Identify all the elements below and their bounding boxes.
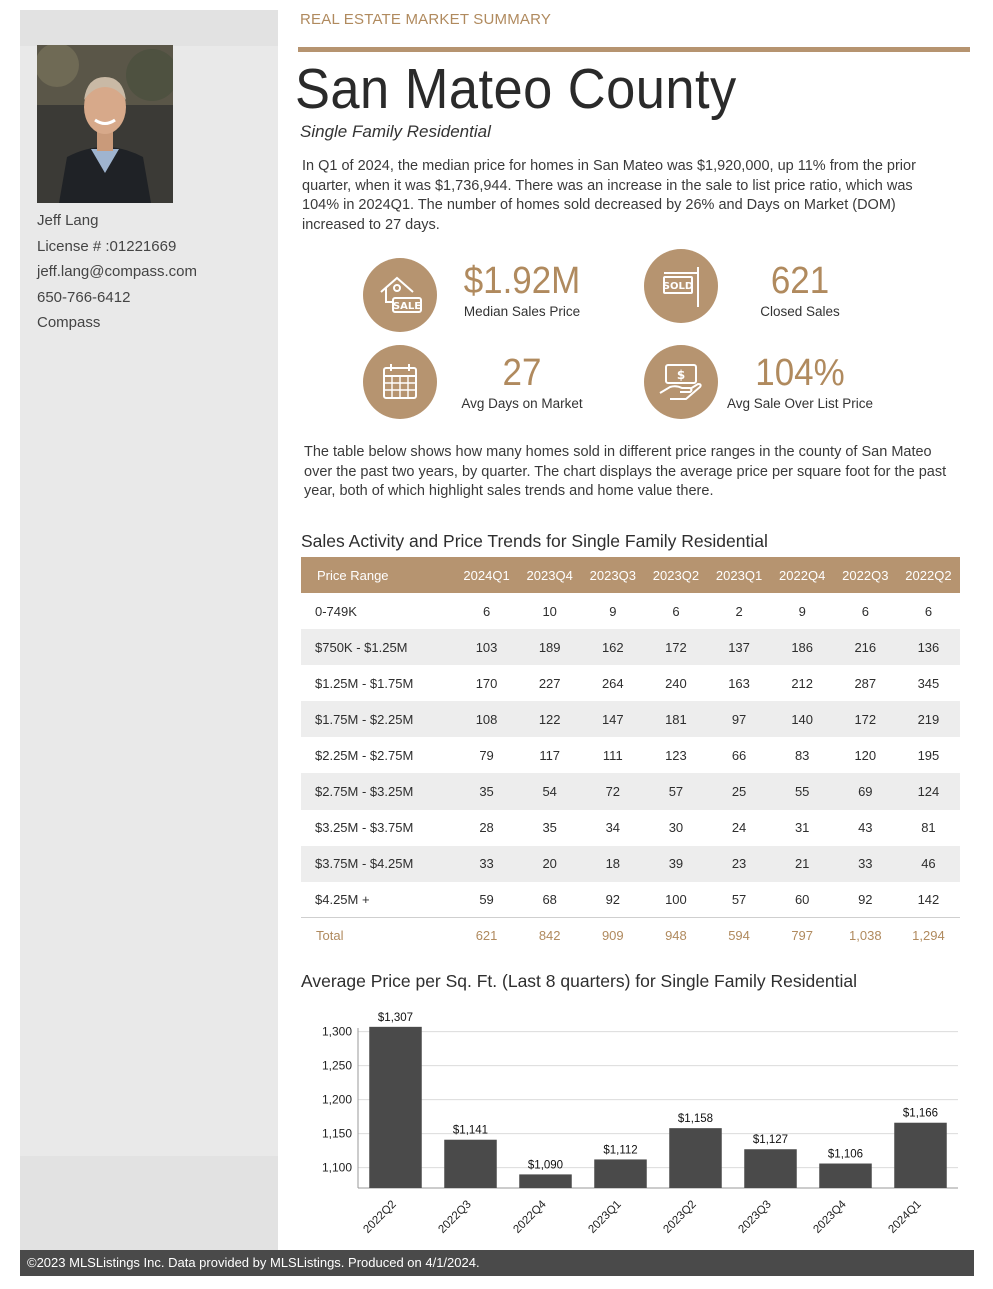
- svg-text:$: $: [676, 368, 686, 382]
- chart-bar: [894, 1123, 947, 1188]
- page-title: San Mateo County: [295, 57, 737, 121]
- stat-sale-over-list-value: 104%: [755, 352, 845, 394]
- sales-count-cell: 81: [921, 820, 936, 836]
- sales-count-cell: 66: [731, 747, 747, 763]
- sales-count-cell: 23: [708, 846, 771, 882]
- sales-count-cell: 33: [455, 846, 518, 882]
- table-row: [301, 701, 960, 737]
- sales-count-cell: 117: [539, 747, 561, 763]
- price-range-cell: $750K - $1.25M: [301, 629, 455, 665]
- sales-count-cell: 6: [924, 603, 933, 619]
- column-header: 2022Q2: [897, 557, 960, 593]
- sales-count-cell: 6: [861, 603, 869, 619]
- total-cell: Total: [301, 918, 455, 952]
- sales-count-cell: 219: [897, 701, 960, 737]
- money-hand-icon: [644, 345, 718, 419]
- sales-count-cell: 55: [771, 773, 834, 809]
- sales-count-cell: 46: [897, 846, 960, 882]
- sales-count-cell: 6: [672, 603, 680, 619]
- sales-count-cell: 54: [518, 773, 581, 809]
- column-header: 2022Q4: [771, 557, 834, 593]
- sales-count-cell: 31: [794, 820, 810, 836]
- table-row: [301, 593, 960, 629]
- table-row: [301, 629, 960, 665]
- chart-bar: [369, 1027, 422, 1188]
- table-intro-paragraph: The table below shows how many homes sold in different price ranges in the county of San Mateo over the past two years, by quarter. The chart displays the average price per square foot for the past year, both of which highlight sales trends and home value there.: [304, 444, 947, 500]
- sales-count-cell: 181: [644, 701, 707, 737]
- sales-count-cell: 163: [728, 675, 750, 691]
- y-tick-label: 1,150: [321, 1126, 352, 1141]
- column-header: 2023Q1: [708, 557, 771, 593]
- sales-count-cell: 345: [917, 675, 940, 691]
- sales-count-cell: 186: [771, 629, 834, 665]
- total-cell: 948: [644, 918, 707, 952]
- total-cell: 594: [708, 918, 771, 952]
- sales-count-cell: 33: [834, 846, 897, 882]
- bar-data-label: $1,127: [752, 1134, 789, 1147]
- price-range-cell: $1.25M - $1.75M: [315, 675, 414, 691]
- sales-count-cell: 57: [731, 892, 747, 908]
- agent-photo: [37, 45, 173, 203]
- stat-closed-sales-label: Closed Sales: [760, 304, 840, 319]
- sales-count-cell: 68: [542, 892, 557, 908]
- sales-count-cell: 43: [858, 820, 873, 836]
- agent-contact: [37, 210, 197, 338]
- bar-data-label: $1,090: [527, 1159, 564, 1172]
- total-cell: 842: [518, 918, 581, 952]
- price-range-cell: $2.75M - $3.25M: [301, 773, 455, 809]
- y-tick-label: 1,300: [321, 1024, 352, 1039]
- sales-count-cell: 28: [479, 820, 494, 836]
- sales-count-cell: 21: [771, 846, 834, 882]
- table-row: [301, 773, 960, 809]
- price-range-cell: $3.75M - $4.25M: [301, 846, 455, 882]
- price-range-cell: $4.25M +: [315, 892, 370, 908]
- sales-count-cell: 83: [794, 747, 810, 763]
- sales-count-cell: 240: [665, 675, 687, 691]
- y-tick-label: 1,250: [321, 1058, 352, 1073]
- svg-text:SALE: SALE: [392, 301, 422, 312]
- bar-data-label: $1,106: [827, 1148, 864, 1161]
- sales-count-cell: 20: [518, 846, 581, 882]
- sidebar-top-band: [20, 10, 278, 46]
- total-cell: 1,038: [834, 918, 897, 952]
- bar-data-label: $1,158: [677, 1113, 714, 1126]
- table-row: [301, 882, 960, 918]
- stat-median-price-value: $1.92M: [463, 260, 581, 302]
- sales-count-cell: 136: [897, 629, 960, 665]
- x-tick-label: 2023Q3: [736, 1198, 774, 1236]
- sales-count-cell: 6: [482, 603, 491, 619]
- sales-count-cell: 287: [854, 675, 877, 691]
- sales-count-cell: 92: [858, 892, 873, 908]
- sales-count-cell: 39: [644, 846, 707, 882]
- footer-credit: ©2023 MLSListings Inc. Data provided by MLSListings. Produced on 4/1/2024.: [20, 1250, 974, 1276]
- sales-count-cell: 59: [479, 892, 494, 908]
- intro-paragraph: In Q1 of 2024, the median price for homes in San Mateo was $1,920,000, up 11% from the prior quarter, when it was $1,736,944. There was an increase in the sale to list price ratio, which was 104% in 2024Q1. The number of homes sold decreased by 26% and Days on Market (DOM) increased to 27 days.: [302, 158, 916, 234]
- sales-count-cell: 172: [834, 701, 897, 737]
- price-range-cell: $2.25M - $2.75M: [315, 747, 414, 763]
- x-tick-label: 2023Q4: [811, 1198, 849, 1236]
- sales-count-cell: 30: [668, 820, 684, 836]
- price-range-cell: 0-749K: [315, 603, 357, 619]
- y-tick-label: 1,200: [321, 1092, 352, 1107]
- sales-count-cell: 60: [794, 892, 810, 908]
- column-header: 2023Q3: [581, 557, 644, 593]
- column-header: 2023Q4: [518, 557, 581, 593]
- sales-count-cell: 216: [834, 629, 897, 665]
- sales-count-cell: 137: [708, 629, 771, 665]
- house-sale-icon: [363, 258, 437, 332]
- column-header: 2024Q1: [455, 557, 518, 593]
- table-row: [301, 665, 960, 701]
- chart-bar: [594, 1159, 647, 1188]
- sales-count-cell: 147: [581, 701, 644, 737]
- table-header-row: [301, 557, 960, 593]
- chart-bar: [819, 1164, 872, 1188]
- x-tick-label: 2023Q2: [661, 1198, 699, 1236]
- column-header: 2023Q2: [644, 557, 707, 593]
- column-header: Price Range: [301, 557, 455, 593]
- price-range-cell: $3.25M - $3.75M: [315, 820, 414, 836]
- sales-count-cell: 24: [731, 820, 747, 836]
- total-cell: 621: [455, 918, 518, 952]
- sales-count-cell: 69: [834, 773, 897, 809]
- table-row: [301, 846, 960, 882]
- bar-data-label: $1,166: [902, 1107, 939, 1120]
- total-cell: 909: [581, 918, 644, 952]
- stat-days-on-market-value: 27: [502, 352, 542, 394]
- header-rule: [298, 47, 970, 52]
- bar-data-label: $1,141: [452, 1124, 489, 1137]
- sales-count-cell: 35: [542, 820, 557, 836]
- x-tick-label: 2022Q3: [436, 1198, 474, 1236]
- sales-count-cell: 212: [791, 675, 814, 691]
- total-cell: 1,294: [897, 918, 960, 952]
- sales-count-cell: 72: [581, 773, 644, 809]
- sales-count-cell: 120: [854, 747, 877, 763]
- bar-data-label: $1,112: [603, 1144, 638, 1157]
- chart-heading: Average Price per Sq. Ft. (Last 8 quarters) for Single Family Residential: [301, 971, 858, 991]
- agent-sidebar: [20, 10, 278, 1250]
- calendar-icon: [363, 345, 437, 419]
- sales-count-cell: 25: [708, 773, 771, 809]
- chart-bar: [444, 1140, 497, 1188]
- agent-license: License # :01221669: [37, 237, 177, 255]
- agent-company: Compass: [37, 314, 101, 331]
- sales-count-cell: 10: [542, 603, 557, 619]
- table-total-row: [301, 918, 960, 952]
- sales-count-cell: 142: [917, 892, 940, 908]
- agent-email[interactable]: jeff.lang@compass.com: [37, 263, 198, 280]
- svg-text:SOLD: SOLD: [662, 281, 694, 292]
- stat-days-on-market-label: Avg Days on Market: [461, 396, 583, 411]
- sales-count-cell: 264: [601, 675, 624, 691]
- table-body: [301, 593, 960, 918]
- x-tick-label: 2022Q2: [361, 1198, 399, 1236]
- sales-count-cell: 124: [897, 773, 960, 809]
- price-range-cell: $1.75M - $2.25M: [301, 701, 455, 737]
- sales-activity-table: [301, 557, 960, 952]
- sales-count-cell: 92: [605, 892, 621, 908]
- agent-phone[interactable]: 650-766-6412: [37, 288, 131, 306]
- sold-sign-icon: [644, 249, 718, 323]
- sales-count-cell: 34: [605, 820, 621, 836]
- sales-count-cell: 227: [538, 675, 561, 691]
- agent-name: Jeff Lang: [37, 212, 99, 229]
- sales-count-cell: 9: [609, 603, 617, 619]
- sales-count-cell: 79: [479, 747, 494, 763]
- stat-closed-sales-value: 621: [770, 260, 830, 302]
- sales-count-cell: 122: [518, 701, 581, 737]
- sales-count-cell: 100: [665, 892, 687, 908]
- stat-median-price-label: Median Sales Price: [463, 304, 581, 319]
- chart-bar: [744, 1149, 797, 1188]
- total-cell: 797: [771, 918, 834, 952]
- table-row: [301, 810, 960, 846]
- table-row: [301, 737, 960, 773]
- sales-count-cell: 111: [602, 747, 623, 763]
- sales-count-cell: 172: [644, 629, 707, 665]
- sales-count-cell: 9: [798, 603, 806, 619]
- sales-count-cell: 189: [518, 629, 581, 665]
- x-tick-label: 2024Q1: [886, 1198, 924, 1236]
- sales-count-cell: 170: [475, 675, 498, 691]
- report-eyebrow: REAL ESTATE MARKET SUMMARY: [300, 11, 552, 28]
- chart-bar: [669, 1128, 722, 1188]
- sales-count-cell: 195: [917, 747, 940, 763]
- column-header: 2022Q3: [834, 557, 897, 593]
- sales-count-cell: 97: [708, 701, 771, 737]
- sales-count-cell: 140: [771, 701, 834, 737]
- sales-count-cell: 123: [665, 747, 687, 763]
- sales-count-cell: 35: [455, 773, 518, 809]
- price-per-sqft-chart: [300, 1000, 970, 1245]
- y-tick-label: 1,100: [321, 1160, 352, 1175]
- sales-count-cell: 162: [581, 629, 644, 665]
- sales-count-cell: 57: [644, 773, 707, 809]
- sidebar-bottom-band: [20, 1156, 278, 1250]
- sales-table-heading: Sales Activity and Price Trends for Single Family Residential: [301, 531, 768, 551]
- x-tick-label: 2023Q1: [586, 1198, 624, 1236]
- sales-count-cell: 108: [455, 701, 518, 737]
- x-tick-label: 2022Q4: [511, 1198, 549, 1236]
- sales-count-cell: 2: [735, 603, 743, 619]
- bar-data-label: $1,307: [377, 1011, 414, 1024]
- sales-count-cell: 18: [581, 846, 644, 882]
- stat-sale-over-list-label: Avg Sale Over List Price: [726, 396, 874, 411]
- chart-bar: [519, 1174, 572, 1188]
- sales-count-cell: 103: [455, 629, 518, 665]
- page-subtitle: Single Family Residential: [300, 122, 491, 141]
